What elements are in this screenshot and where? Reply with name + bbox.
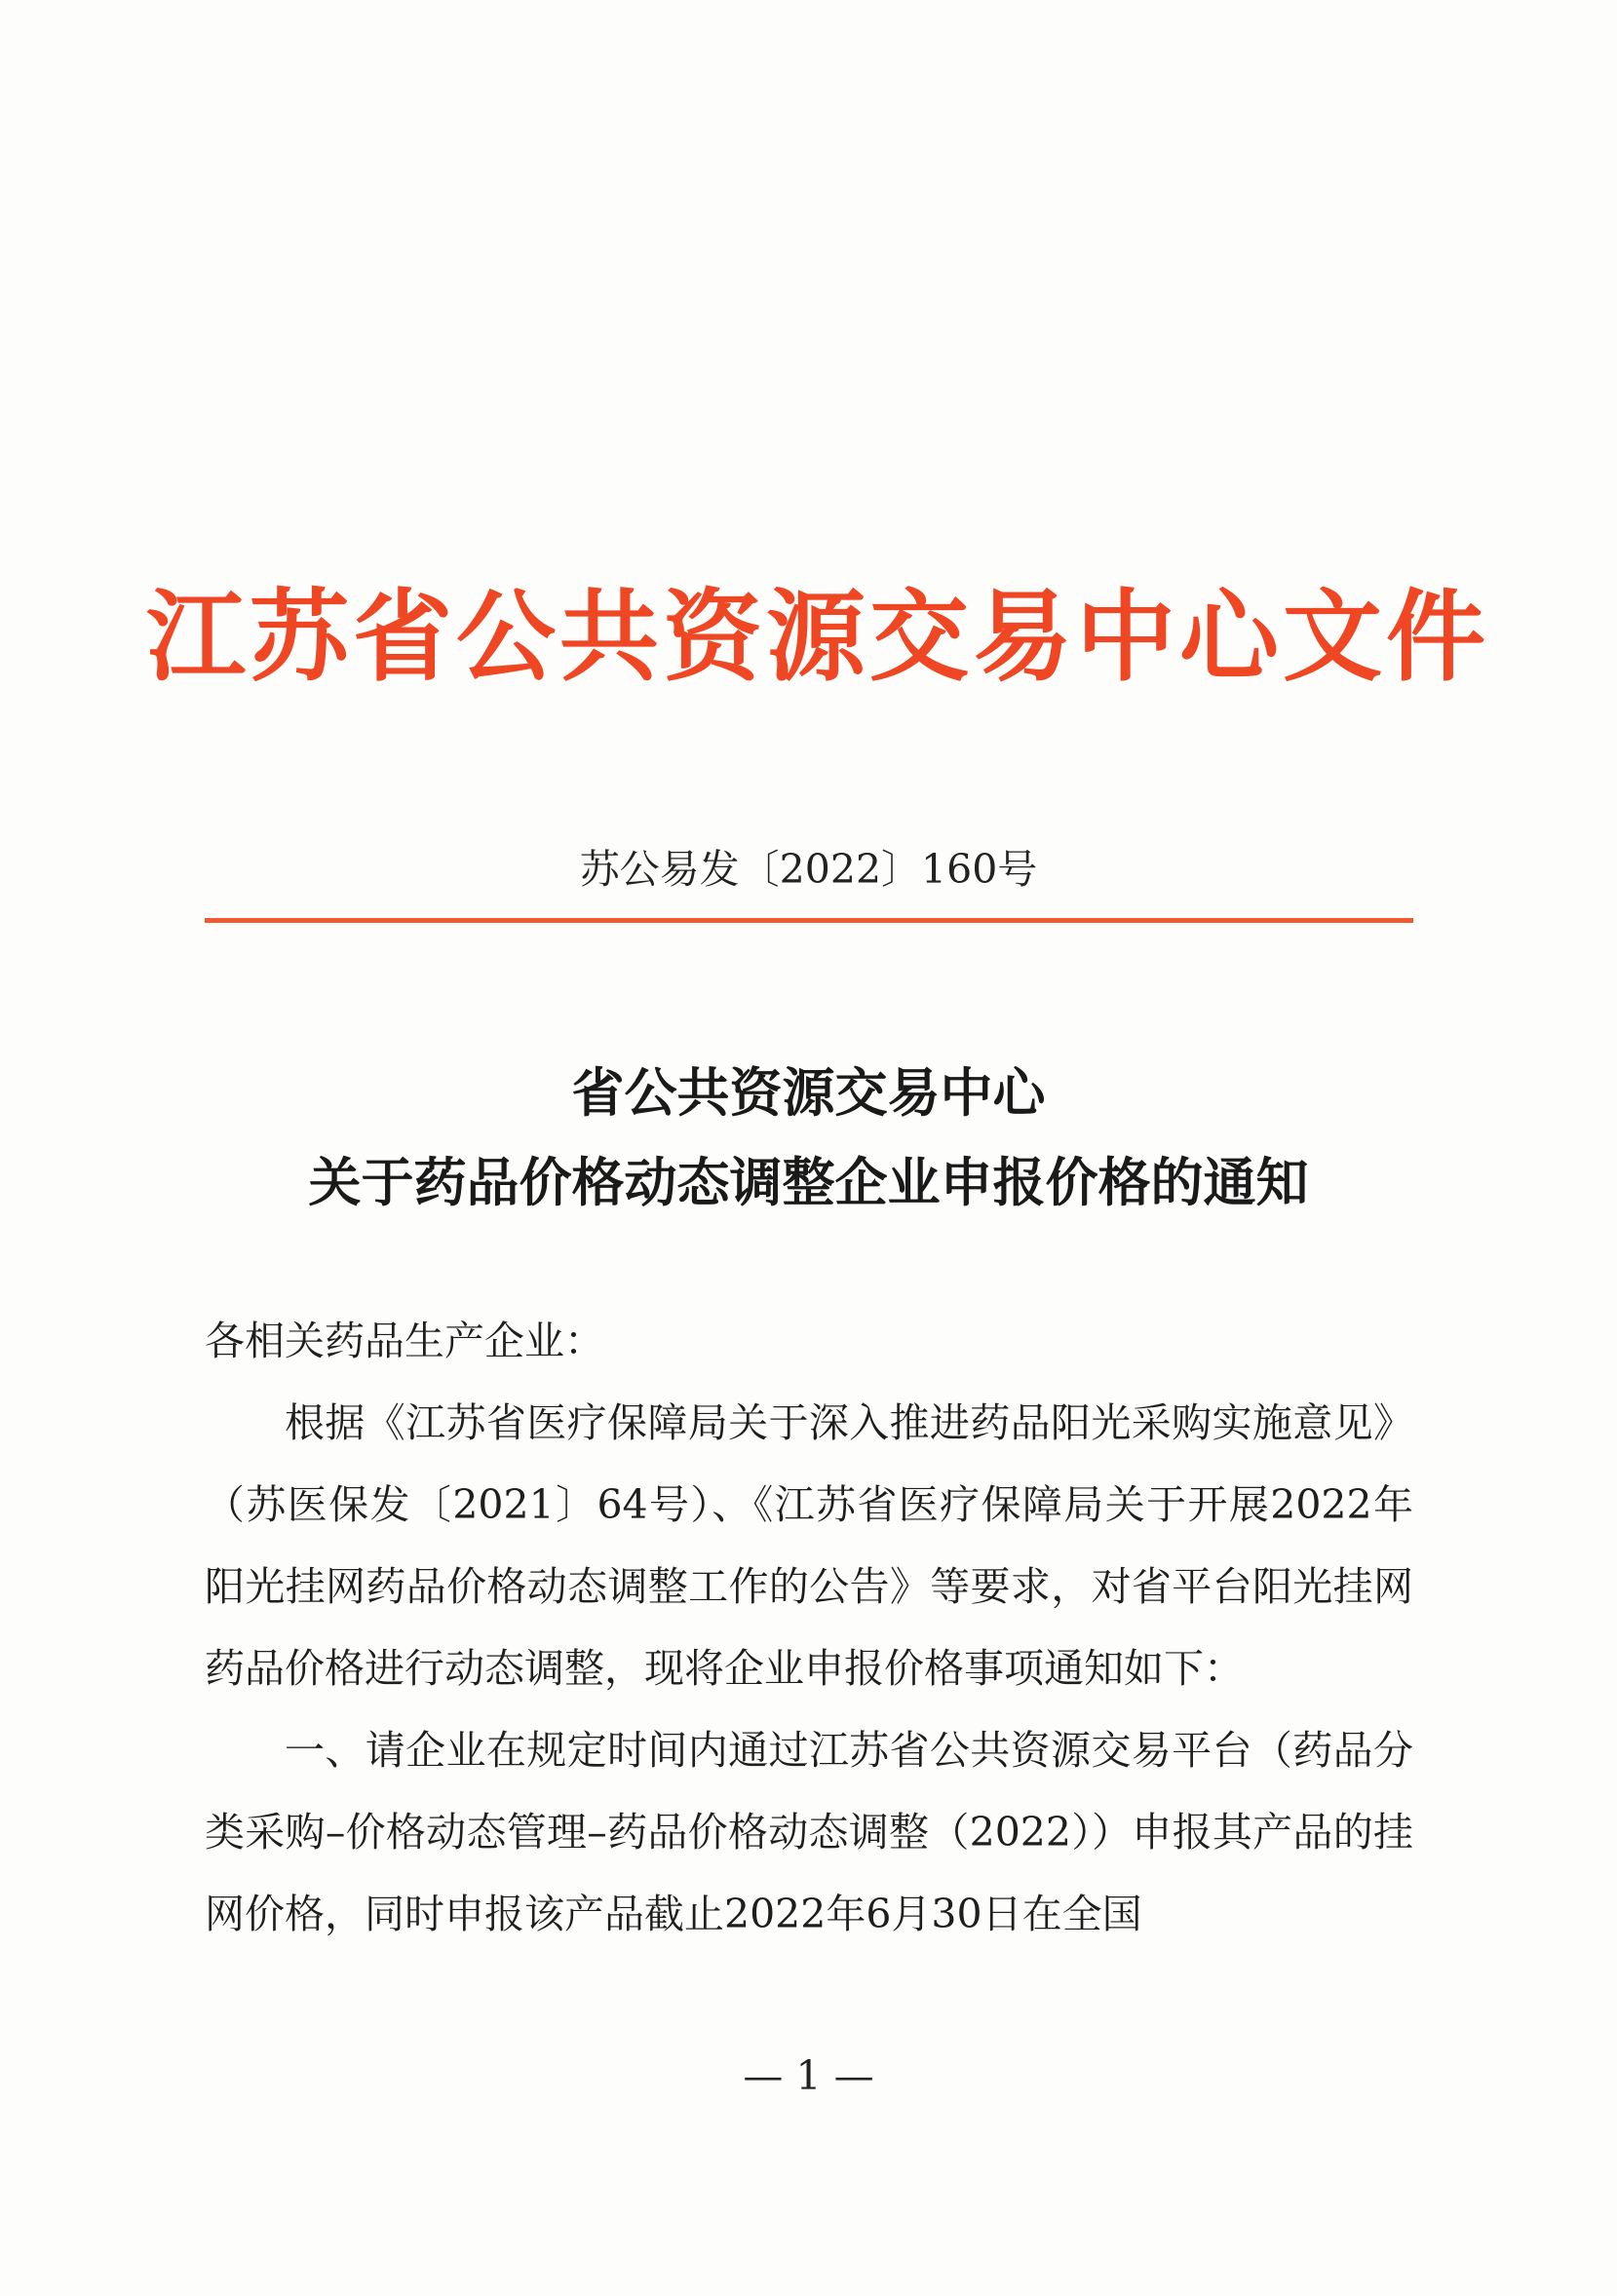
- notice-title-line-2: 关于药品价格动态调整企业申报价格的通知: [308, 1151, 1309, 1213]
- body-paragraph-2: 一、请企业在规定时间内通过江苏省公共资源交易平台（药品分类采购–价格动态管理–药品价格动态调整（2022））申报其产品的挂网价格，同时申报该产品截止2022年6月30日在全国: [205, 1727, 1413, 1937]
- document-number: 苏公易发〔2022〕160号: [579, 846, 1038, 893]
- body-paragraph-1: 根据《江苏省医疗保障局关于深入推进药品阳光采购实施意见》（苏医保发〔2021〕64号）、《江苏省医疗保障局关于开展2022年阳光挂网药品价格动态调整工作的公告》等要求，对省平台阳光挂网药品价格进行动态调整，现将企业申报价格事项通知如下：: [205, 1399, 1413, 1692]
- notice-title-line-1: 省公共资源交易中心: [571, 1061, 1046, 1124]
- salutation: 各相关药品生产企业：: [205, 1318, 604, 1364]
- notice-title: [0, 1048, 1617, 1227]
- issuing-agency-header: 江苏省公共资源交易中心文件: [146, 580, 1489, 696]
- red-divider-line: [205, 918, 1413, 923]
- notice-body: [205, 1300, 1413, 1955]
- page-number: — 1 —: [743, 2052, 874, 2099]
